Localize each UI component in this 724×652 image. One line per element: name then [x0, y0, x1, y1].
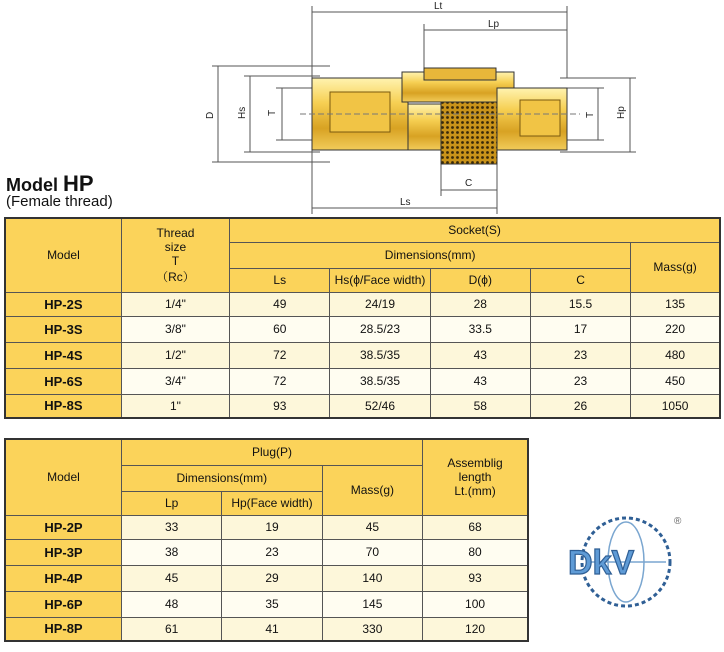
table-row [5, 368, 720, 394]
hs-cell: 24/19 [330, 292, 430, 316]
model-cell: HP-6P [5, 591, 121, 617]
plug-header-hp: Hp(Face width) [222, 491, 322, 515]
label-hp: Hp [616, 106, 627, 119]
model-subtitle: (Female thread) [6, 193, 113, 210]
table-row [5, 316, 720, 342]
hs-cell: 38.5/35 [330, 368, 430, 394]
assembly-line1: Assemblig [447, 456, 503, 471]
socket-header-hs: Hs(ϕ/Face width) [330, 268, 430, 292]
logo-registered-mark: ® [674, 516, 682, 527]
c-cell: 15.5 [530, 292, 630, 316]
plug-header-model: Model [5, 439, 121, 515]
hp-cell: 29 [222, 565, 322, 591]
ls-cell: 93 [230, 394, 330, 418]
label-hs: Hs [237, 106, 248, 119]
label-d: D [205, 111, 216, 119]
plug-header-dimensions: Dimensions(mm) [121, 465, 322, 491]
socket-header-c: C [530, 268, 630, 292]
table-row [5, 565, 528, 591]
hs-cell: 28.5/23 [330, 316, 430, 342]
ls-cell: 60 [230, 316, 330, 342]
lp-cell: 45 [121, 565, 221, 591]
ls-cell: 72 [230, 342, 330, 368]
hs-cell: 52/46 [330, 394, 430, 418]
lp-cell: 48 [121, 591, 221, 617]
thread-line3: T [171, 253, 180, 268]
mass-cell: 480 [631, 342, 720, 368]
label-t-left: T [267, 109, 278, 116]
d-cell: 33.5 [430, 316, 530, 342]
model-cell: HP-8P [5, 617, 121, 641]
mass-cell: 450 [631, 368, 720, 394]
hp-cell: 23 [222, 539, 322, 565]
d-cell: 28 [430, 292, 530, 316]
socket-header-ls: Ls [230, 268, 330, 292]
thread-line1: Thread [156, 225, 195, 240]
model-cell: HP-6S [5, 368, 121, 394]
socket-header-thread [121, 218, 229, 292]
assembly-line3: Lt.(mm) [454, 484, 496, 499]
thread-cell: 1" [121, 394, 229, 418]
mass-cell: 140 [322, 565, 422, 591]
model-title-name: HP [63, 171, 94, 196]
hp-cell: 41 [222, 617, 322, 641]
lp-cell: 61 [121, 617, 221, 641]
label-ls: Ls [400, 197, 411, 208]
coupling-drawing [0, 0, 724, 215]
socket-header-d: D(ϕ) [430, 268, 530, 292]
thread-cell: 3/4" [121, 368, 229, 394]
table-row [5, 394, 720, 418]
table-row [5, 292, 720, 316]
lt-cell: 80 [423, 539, 528, 565]
ls-cell: 49 [230, 292, 330, 316]
table-row [5, 515, 528, 539]
plug-header-assembly [423, 439, 528, 515]
model-cell: HP-4P [5, 565, 121, 591]
c-cell: 17 [530, 316, 630, 342]
d-cell: 43 [430, 368, 530, 394]
mass-cell: 135 [631, 292, 720, 316]
table-row [5, 539, 528, 565]
mass-cell: 1050 [631, 394, 720, 418]
d-cell: 58 [430, 394, 530, 418]
c-cell: 26 [530, 394, 630, 418]
assembly-line2: length [458, 470, 492, 485]
model-cell: HP-8S [5, 394, 121, 418]
plug-header-mass: Mass(g) [322, 465, 422, 515]
d-cell: 43 [430, 342, 530, 368]
c-cell: 23 [530, 342, 630, 368]
lt-cell: 120 [423, 617, 528, 641]
lt-cell: 93 [423, 565, 528, 591]
lp-cell: 38 [121, 539, 221, 565]
model-cell: HP-2S [5, 292, 121, 316]
model-cell: HP-4S [5, 342, 121, 368]
lt-cell: 68 [423, 515, 528, 539]
plug-table [4, 438, 529, 642]
c-cell: 23 [530, 368, 630, 394]
logo-text: DkV [568, 544, 635, 582]
label-lp: Lp [488, 19, 500, 30]
model-cell: HP-3P [5, 539, 121, 565]
thread-cell: 3/8" [121, 316, 229, 342]
hs-cell: 38.5/35 [330, 342, 430, 368]
hp-cell: 19 [222, 515, 322, 539]
thread-line2: size [164, 239, 187, 254]
model-cell: HP-3S [5, 316, 121, 342]
mass-cell: 45 [322, 515, 422, 539]
thread-line4: （Rc） [156, 269, 195, 284]
socket-header-model: Model [5, 218, 121, 292]
mass-cell: 70 [322, 539, 422, 565]
model-title [6, 171, 94, 196]
thread-cell: 1/2" [121, 342, 229, 368]
lt-cell: 100 [423, 591, 528, 617]
socket-header-group: Socket(S) [230, 218, 720, 242]
mass-cell: 330 [322, 617, 422, 641]
socket-table [4, 217, 721, 419]
ls-cell: 72 [230, 368, 330, 394]
label-t-right: T [585, 111, 596, 118]
socket-header-dimensions: Dimensions(mm) [230, 242, 631, 268]
table-row [5, 617, 528, 641]
mass-cell: 220 [631, 316, 720, 342]
label-lt: Lt [434, 1, 443, 12]
thread-cell: 1/4" [121, 292, 229, 316]
hp-cell: 35 [222, 591, 322, 617]
plug-header-group: Plug(P) [121, 439, 422, 465]
socket-header-mass: Mass(g) [631, 242, 720, 292]
table-row [5, 342, 720, 368]
lp-cell: 33 [121, 515, 221, 539]
label-c: C [465, 178, 473, 189]
model-cell: HP-2P [5, 515, 121, 539]
mass-cell: 145 [322, 591, 422, 617]
table-row [5, 591, 528, 617]
plug-header-lp: Lp [121, 491, 221, 515]
dkv-logo [560, 512, 692, 612]
model-title-prefix: Model [6, 175, 63, 195]
